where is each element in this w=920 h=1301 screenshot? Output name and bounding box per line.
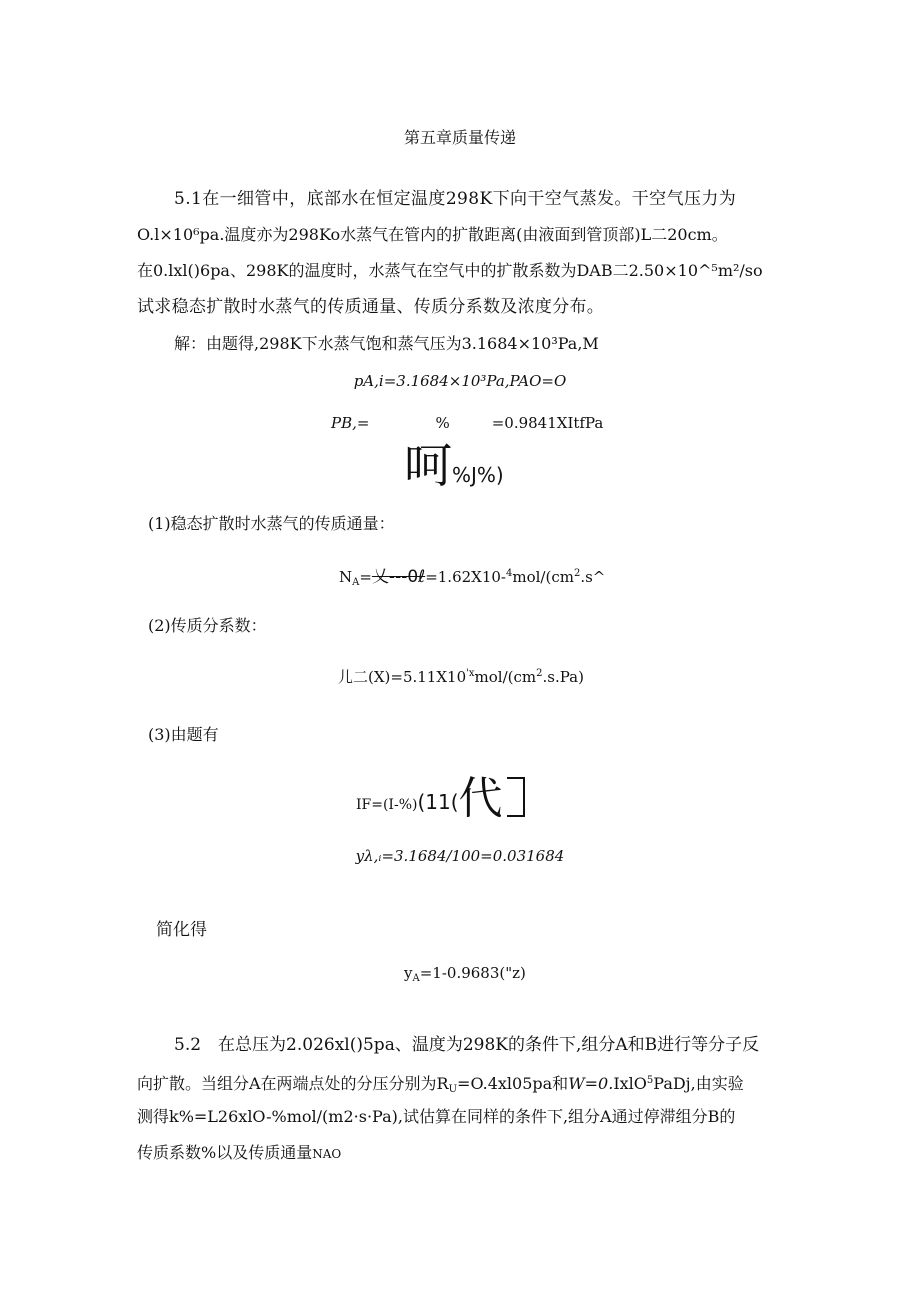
coefficient-unit-tail: .s.Pa)	[542, 668, 584, 686]
problem1-line1: 5.1在一细管中，底部水在恒定温度298K下向干空气蒸发。干空气压力为	[174, 189, 737, 209]
chapter-title: 第五章质量传递	[403, 128, 516, 147]
problem2-line4	[137, 1143, 341, 1164]
flux-value: =1.62X10-	[425, 568, 506, 586]
garbled-glyph-small: %J%)	[452, 463, 504, 487]
equation-pb	[331, 413, 603, 433]
coefficient-unit: mol∕(cm	[474, 668, 537, 686]
equation-pb-value: =0.9841XItfPa	[491, 414, 604, 432]
equation-mole-fraction: yλ,ᵢ=3.1684/100=0.031684	[355, 847, 565, 865]
problem2-pressure-1: =O.4xl05pa和	[457, 1074, 569, 1093]
equation-distribution	[404, 963, 526, 989]
equation-pb-label: PB,=	[331, 414, 370, 432]
solution-intro: 解：由题得,298K下水蒸气饱和蒸气压为3.1684×10³Pa,M	[174, 334, 599, 353]
closing-bracket	[507, 777, 525, 817]
problem1-line4: 试求稳态扩散时水蒸气的传质通量、传质分系数及浓度分布。	[137, 297, 605, 317]
flux-exponent: 4	[506, 568, 513, 579]
garbled-eq-middle: (11(	[417, 790, 459, 814]
equation-garbled-1	[404, 438, 504, 505]
problem1-line3: 在0.lxl()6pa、298K的温度时，水蒸气在空气中的扩散系数为DAB二2.50×10^⁵m²∕so	[137, 261, 763, 280]
problem2-exponent: 5	[646, 1075, 654, 1086]
problem2-pressure-2-value: IxlO	[613, 1074, 647, 1093]
problem2-pressure-2-label: W=0.	[568, 1074, 614, 1093]
problem2-line3: 测得k%=L26xlO-%mol∕(m2·s·Pa),试估算在同样的条件下,组分A通过停滞组分B的	[137, 1107, 736, 1126]
flux-equals: =	[359, 568, 372, 586]
distribution-subscript: A	[412, 973, 420, 984]
equation-partial-pressure: pA,i=3.1684×10³Pa,PAO=O	[353, 372, 567, 390]
distribution-symbol: y	[404, 964, 413, 982]
part1-heading: (1)稳态扩散时水蒸气的传质通量：	[148, 514, 395, 533]
problem2-line2-start: 向扩散。当组分A在两端点处的分压分别为R	[137, 1074, 449, 1093]
equation-pb-fraction: %	[435, 414, 450, 432]
equation-garbled-2	[356, 775, 525, 829]
garbled-glyph-large: 呵	[404, 438, 453, 494]
distribution-value: =1-0.9683("z)	[419, 964, 526, 982]
coefficient-unit-exponent: 2	[536, 668, 543, 679]
garbled-glyph-dai: 代	[458, 773, 503, 824]
flux-unit-tail: .s^	[580, 568, 606, 586]
problem2-line4-text: 传质系数%以及传质通量	[137, 1143, 313, 1162]
equation-flux	[339, 564, 605, 593]
problem2-line1: 5.2 在总压为2.026xl()5pa、温度为298K的条件下,组分A和B进行等分子反	[174, 1035, 760, 1055]
flux-subscript: A	[352, 577, 360, 588]
equation-coefficient	[338, 664, 584, 687]
part3-heading: (3)由题有	[148, 725, 219, 744]
flux-struck-expression: 乂---0ℓ	[371, 567, 426, 587]
coefficient-value: 儿二(X)=5.11X10	[338, 668, 467, 686]
flux-unit-exponent: 2	[573, 568, 581, 579]
flux-symbol: N	[339, 568, 353, 586]
coefficient-exponent: 'x	[466, 668, 475, 679]
part2-heading: (2)传质分系数：	[148, 616, 267, 635]
flux-unit: mol∕(cm	[512, 568, 574, 586]
problem2-line2	[137, 1071, 744, 1100]
problem2-flux-symbol: NAO	[312, 1147, 342, 1161]
problem2-line2-end: PaDj,由实验	[653, 1074, 744, 1093]
garbled-eq-prefix: IF=(I-%)	[356, 797, 418, 813]
problem2-subscript: U	[448, 1084, 458, 1095]
simplify-heading: 简化得	[156, 920, 207, 940]
problem1-line2: O.l×10⁶pa.温度亦为298Ko水蒸气在管内的扩散距离(由液面到管顶部)L二20cm。	[137, 225, 728, 244]
